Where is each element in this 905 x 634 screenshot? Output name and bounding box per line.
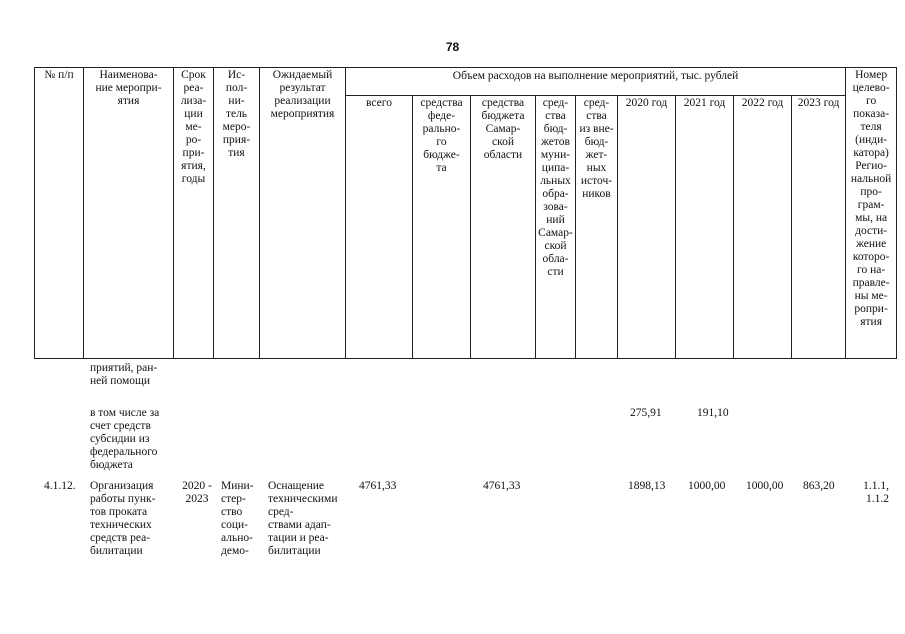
subsidy-name: в том числе за счет средств субсидии из федерального бюджета: [90, 407, 160, 471]
header-2022: 2022 год: [734, 96, 792, 359]
page-number: 78: [445, 40, 460, 54]
header-num: № п/п: [35, 68, 84, 359]
item-num: 4.1.12.: [44, 480, 76, 492]
item-period: 2020 - 2023: [182, 480, 212, 505]
item-name: Организация работы пунк- тов проката технических средств реа- билитации: [90, 480, 156, 557]
item-executor: Мини- стер- ство соци- ально- демо-: [221, 480, 254, 557]
header-expected: Ожидаемый результат реализации мероприятия: [260, 68, 346, 359]
header-total: всего: [346, 96, 413, 359]
header-indicator: Номер целево- го показа- теля (инди- катора) Регио- нальной про- грам- мы, на дости- жение которо- го на- правле- ны ме- ропри- ятия: [846, 68, 897, 359]
subsidy-2020: 275,91: [630, 407, 662, 419]
header-extra: сред- ства из вне- бюд- жет- ных источ- ников: [576, 96, 618, 359]
item-2020: 1898,13: [628, 480, 666, 492]
header-executor: Ис- пол- ни- тель меро- прия- тия: [214, 68, 260, 359]
header-2020: 2020 год: [618, 96, 676, 359]
item-total: 4761,33: [359, 480, 397, 492]
item-expected: Оснащение техническими сред- ствами адап- тации и реа- билитации: [268, 480, 338, 557]
header-regional: средства бюджета Самар- ской области: [471, 96, 536, 359]
item-regional: 4761,33: [483, 480, 521, 492]
item-indicator: 1.1.1, 1.1.2: [863, 480, 889, 505]
header-period: Срок реа- лиза- ции ме- ро- при- ятия, годы: [174, 68, 214, 359]
item-2022: 1000,00: [746, 480, 784, 492]
header-2023: 2023 год: [792, 96, 846, 359]
header-2021: 2021 год: [676, 96, 734, 359]
subsidy-2021: 191,10: [697, 407, 729, 419]
header-municipal: сред- ства бюд- жетов муни- ципа- льных обра- зова- ний Самар- ской обла- сти: [536, 96, 576, 359]
table-header: [34, 67, 897, 359]
item-2023: 863,20: [803, 480, 835, 492]
header-name: Наименова- ние меропри- ятия: [84, 68, 174, 359]
item-2021: 1000,00: [688, 480, 726, 492]
header-expenses: Объем расходов на выполнение мероприятий, тыс. рублей: [346, 68, 846, 96]
header-federal: средства феде- рально- го бюдже- та: [413, 96, 471, 359]
continuation-name: приятий, ран- ней помощи: [90, 362, 158, 387]
